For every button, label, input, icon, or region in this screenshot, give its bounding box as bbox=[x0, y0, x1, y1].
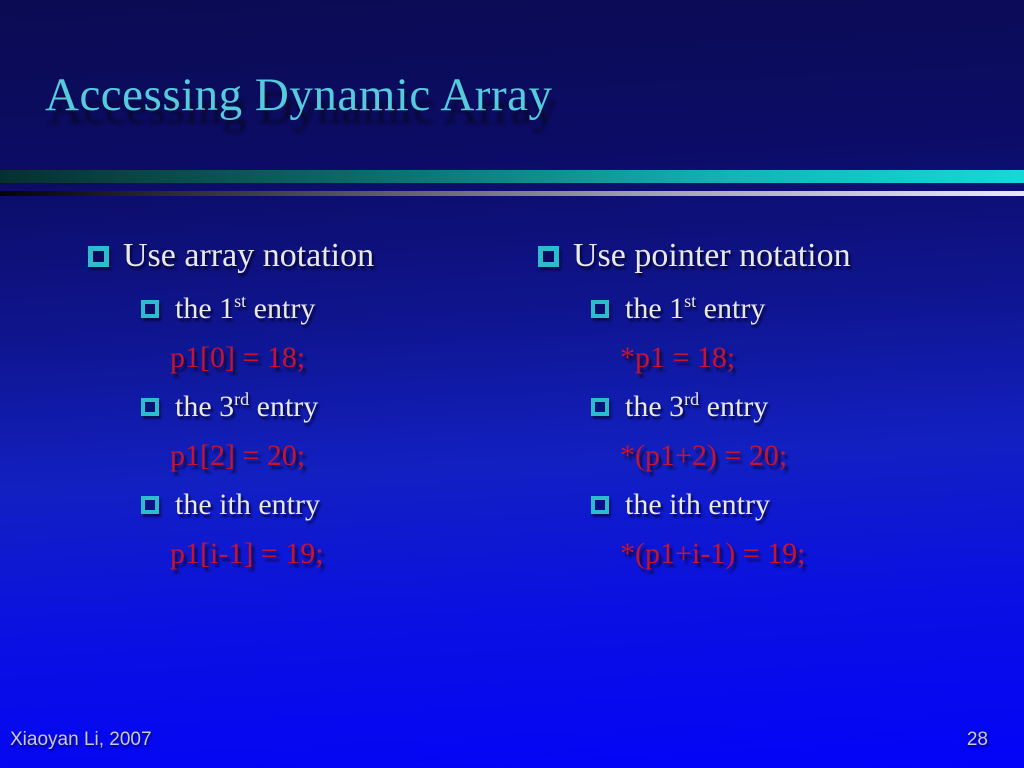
entry-text: the 3 bbox=[175, 389, 235, 423]
entry-superscript: st bbox=[234, 290, 247, 311]
entry-label bbox=[175, 292, 315, 326]
entry-text: entry bbox=[696, 291, 766, 325]
entry-label bbox=[625, 488, 770, 522]
code-line: *p1 = 18; bbox=[620, 340, 736, 374]
footer-author: Xiaoyan Li, 2007 bbox=[10, 729, 152, 750]
list-item bbox=[536, 284, 1016, 333]
left-column bbox=[86, 228, 536, 578]
entry-text: entry bbox=[249, 389, 319, 423]
hollow-square-bullet-icon bbox=[141, 300, 159, 318]
entry-text: entry bbox=[699, 389, 769, 423]
page-title: Accessing Dynamic Array bbox=[45, 69, 553, 121]
divider-bar-silver bbox=[0, 191, 1024, 196]
list-item bbox=[536, 333, 1016, 382]
hollow-square-bullet-icon bbox=[141, 496, 159, 514]
entry-text: the ith entry bbox=[625, 487, 770, 521]
entry-label bbox=[625, 292, 765, 326]
list-item bbox=[86, 480, 536, 529]
entry-superscript: rd bbox=[234, 388, 250, 409]
list-item bbox=[536, 228, 1016, 284]
code-line: *(p1+i-1) = 19; bbox=[620, 536, 806, 570]
code-line: p1[2] = 20; bbox=[170, 438, 306, 472]
hollow-square-bullet-icon bbox=[591, 496, 609, 514]
entry-text: entry bbox=[246, 291, 316, 325]
entry-label bbox=[175, 488, 320, 522]
list-item bbox=[536, 480, 1016, 529]
list-item bbox=[86, 228, 536, 284]
entry-text: the ith entry bbox=[175, 487, 320, 521]
code-line: p1[0] = 18; bbox=[170, 340, 306, 374]
list-item bbox=[86, 333, 536, 382]
code-line: p1[i-1] = 19; bbox=[170, 536, 324, 570]
list-item bbox=[536, 382, 1016, 431]
hollow-square-bullet-icon bbox=[88, 246, 109, 267]
entry-label bbox=[175, 390, 318, 424]
slide-body bbox=[0, 228, 1024, 578]
hollow-square-bullet-icon bbox=[591, 398, 609, 416]
column-heading: Use pointer notation bbox=[573, 237, 851, 274]
entry-text: the 1 bbox=[625, 291, 685, 325]
code-line: *(p1+2) = 20; bbox=[620, 438, 788, 472]
entry-superscript: st bbox=[684, 290, 697, 311]
entry-label bbox=[625, 390, 768, 424]
hollow-square-bullet-icon bbox=[141, 398, 159, 416]
list-item bbox=[536, 529, 1016, 578]
list-item bbox=[86, 431, 536, 480]
entry-text: the 3 bbox=[625, 389, 685, 423]
hollow-square-bullet-icon bbox=[591, 300, 609, 318]
list-item bbox=[536, 431, 1016, 480]
list-item bbox=[86, 382, 536, 431]
list-item bbox=[86, 529, 536, 578]
hollow-square-bullet-icon bbox=[538, 246, 559, 267]
column-heading: Use array notation bbox=[123, 237, 375, 274]
list-item bbox=[86, 284, 536, 333]
entry-text: the 1 bbox=[175, 291, 235, 325]
entry-superscript: rd bbox=[684, 388, 700, 409]
divider-bar-teal bbox=[0, 170, 1024, 183]
page-number: 28 bbox=[966, 729, 988, 750]
right-column bbox=[536, 228, 1016, 578]
